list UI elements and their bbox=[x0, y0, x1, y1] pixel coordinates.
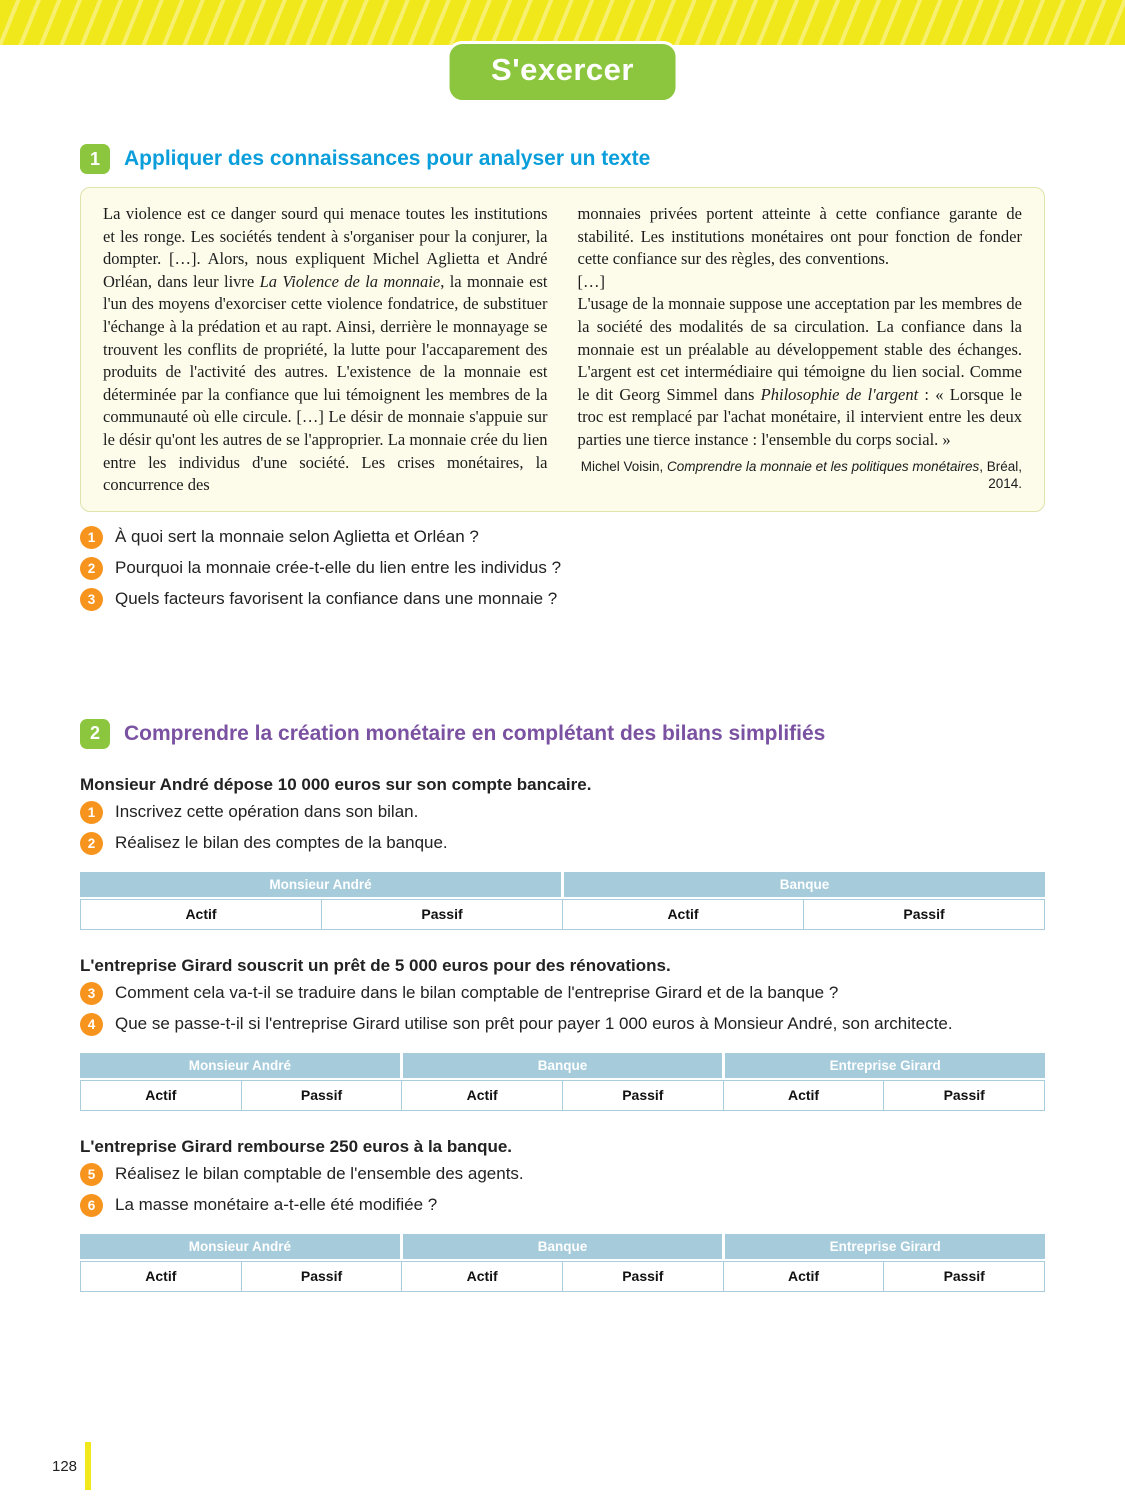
source-attribution: Michel Voisin, Comprendre la monnaie et les politiques monétaires, Bréal, 2014. bbox=[580, 458, 1022, 492]
page-footer bbox=[52, 1442, 91, 1490]
passage-column-right bbox=[578, 203, 1023, 497]
question-row bbox=[80, 832, 1045, 855]
question-row bbox=[80, 1163, 1045, 1186]
scenario-statement: Monsieur André dépose 10 000 euros sur son compte bancaire. bbox=[80, 774, 592, 794]
table-subheader-cell: Actif bbox=[724, 1262, 885, 1291]
question-number-badge: 1 bbox=[80, 801, 103, 824]
table-header-cell: Monsieur André bbox=[80, 872, 561, 897]
section-title-badge: S'exercer bbox=[446, 41, 679, 103]
exercise-2-title: Comprendre la création monétaire en complétant des bilans simplifiés bbox=[124, 721, 826, 745]
question-text: La masse monétaire a-t-elle été modifiée ? bbox=[115, 1195, 438, 1215]
exercise-1-questions bbox=[80, 526, 1045, 611]
table-subheader-cell: Passif bbox=[563, 1081, 724, 1110]
striped-yellow-band bbox=[0, 0, 1125, 45]
block-questions bbox=[80, 801, 1045, 855]
question-number-badge: 5 bbox=[80, 1163, 103, 1186]
scenario-statement: L'entreprise Girard souscrit un prêt de 5 000 euros pour des rénovations. bbox=[80, 955, 671, 975]
table-subheader-row bbox=[80, 1261, 1045, 1292]
question-row bbox=[80, 801, 1045, 824]
passage-paragraph: La violence est ce danger sourd qui menace toutes les institutions et les ronge. Les sociétés tendent à s'organiser pour la conjurer, la dompter. […]. Alors, nous expliquent Michel Aglietta et André Orléan, dans leur livre La Violence de la monnaie, la monnaie est l'un des moyens d'exorciser cette violence fondatrice, de substituer l'échange à la prédation et au rapt. Ainsi, derrière le monnayage se trouvent les conflits de propriété, la lutte pour l'accaparement des produits de l'activité des autres. L'existence de la monnaie est déterminée par la confiance que lui témoignent les membres de la communauté où elle circule. […] Le désir de monnaie s'appuie sur le désir qu'ont les autres de se l'approprier. La monnaie crée du lien entre les individus d'une société. Les crises monétaires, la concurrence des bbox=[103, 204, 548, 495]
table-subheader-row bbox=[80, 1080, 1045, 1111]
balance-table-1 bbox=[80, 872, 1045, 930]
question-number-badge: 3 bbox=[80, 588, 103, 611]
question-number-badge: 2 bbox=[80, 557, 103, 580]
question-text: Réalisez le bilan des comptes de la banque. bbox=[115, 833, 448, 853]
table-subheader-cell: Passif bbox=[322, 900, 563, 929]
question-text: Réalisez le bilan comptable de l'ensemble des agents. bbox=[115, 1164, 524, 1184]
passage-ellipsis: […] bbox=[577, 271, 605, 291]
exercise-2 bbox=[80, 719, 1045, 1292]
scenario-statement: L'entreprise Girard rembourse 250 euros à la banque. bbox=[80, 1136, 513, 1156]
exercise-1-header bbox=[80, 144, 1045, 174]
question-row bbox=[80, 588, 1045, 611]
question-text: Quels facteurs favorisent la confiance dans une monnaie ? bbox=[115, 589, 558, 609]
table-subheader-cell: Passif bbox=[903, 905, 945, 922]
table-header-cell: Monsieur André bbox=[80, 1234, 400, 1259]
question-number-badge: 6 bbox=[80, 1194, 103, 1217]
question-text: Comment cela va-t-il se traduire dans le bilan comptable de l'entreprise Girard et de la banque ? bbox=[115, 983, 839, 1003]
table-subheader-cell: Actif bbox=[402, 1262, 563, 1291]
question-text: Inscrivez cette opération dans son bilan. bbox=[115, 802, 419, 822]
question-number-badge: 3 bbox=[80, 982, 103, 1005]
table-subheader-cell: Passif bbox=[943, 1267, 985, 1284]
table-header-cell: Banque bbox=[403, 1234, 723, 1259]
table-subheader-cell: Actif bbox=[81, 900, 322, 929]
table-subheader-cell: Passif bbox=[242, 1081, 403, 1110]
exercise-2-block-1 bbox=[80, 775, 1045, 930]
balance-table-3 bbox=[80, 1234, 1045, 1292]
exercise-1-title: Appliquer des connaissances pour analyser un texte bbox=[124, 147, 651, 170]
table-header-cell: Monsieur André bbox=[80, 1053, 400, 1078]
exercise-1 bbox=[80, 144, 1045, 611]
passage-column-left bbox=[103, 203, 548, 497]
exercise-2-number-badge: 2 bbox=[80, 719, 110, 749]
question-number-badge: 2 bbox=[80, 832, 103, 855]
passage-paragraph: monnaies privées portent atteinte à cette confiance garante de stabilité. Les institutions monétaires ont pour fonction de fonder cette confiance sur des règles, des conventions. bbox=[577, 204, 1022, 269]
table-subheader-cell: Actif bbox=[563, 900, 804, 929]
banner-zone bbox=[0, 0, 1125, 102]
table-header-cell: Banque bbox=[403, 1053, 723, 1078]
question-row bbox=[80, 526, 1045, 549]
question-row bbox=[80, 982, 1045, 1005]
question-text: À quoi sert la monnaie selon Aglietta et Orléan ? bbox=[115, 527, 479, 547]
block-questions bbox=[80, 982, 1045, 1036]
table-subheader-row bbox=[80, 899, 1045, 930]
page-number: 128 bbox=[52, 1457, 78, 1475]
exercise-2-header bbox=[80, 719, 1045, 749]
question-number-badge: 1 bbox=[80, 526, 103, 549]
page-content bbox=[0, 144, 1125, 1292]
question-text: Pourquoi la monnaie crée-t-elle du lien entre les individus ? bbox=[115, 558, 562, 578]
footer-yellow-bar bbox=[85, 1442, 91, 1490]
question-row bbox=[80, 1194, 1045, 1217]
table-header-row bbox=[80, 1234, 1045, 1259]
question-text: Que se passe-t-il si l'entreprise Girard utilise son prêt pour payer 1 000 euros à Monsieur André, son architecte. bbox=[115, 1014, 953, 1034]
table-header-row bbox=[80, 872, 1045, 897]
table-header-cell: Entreprise Girard bbox=[725, 1053, 1045, 1078]
exercise-1-number-badge: 1 bbox=[80, 144, 110, 174]
text-passage-box bbox=[80, 187, 1045, 512]
table-subheader-cell: Passif bbox=[943, 1086, 985, 1103]
passage-paragraph: L'usage de la monnaie suppose une acceptation par les membres de la société des modalités de sa circulation. La confiance dans la monnaie est un préalable au développement stable des échanges. L'argent est cet intermédiaire qui témoigne du lien social. Comme le dit Georg Simmel dans Philosophie de l'argent : « Lorsque le troc est remplacé par l'achat monétaire, il intervient entre les deux parties une tierce instance : l'ensemble du corps social. » bbox=[577, 294, 1023, 449]
table-header-row bbox=[80, 1053, 1045, 1078]
balance-table-2 bbox=[80, 1053, 1045, 1111]
question-number-badge: 4 bbox=[80, 1013, 103, 1036]
exercise-2-block-3 bbox=[80, 1137, 1045, 1292]
table-subheader-cell: Actif bbox=[81, 1262, 242, 1291]
table-header-cell: Entreprise Girard bbox=[725, 1234, 1045, 1259]
block-questions bbox=[80, 1163, 1045, 1217]
table-subheader-cell: Actif bbox=[402, 1081, 563, 1110]
exercise-2-block-2 bbox=[80, 956, 1045, 1111]
question-row bbox=[80, 1013, 1045, 1036]
table-subheader-cell: Passif bbox=[563, 1262, 724, 1291]
table-subheader-cell: Actif bbox=[724, 1081, 885, 1110]
table-subheader-cell: Actif bbox=[81, 1081, 242, 1110]
question-row bbox=[80, 557, 1045, 580]
table-header-cell: Banque bbox=[564, 872, 1045, 897]
table-subheader-cell: Passif bbox=[242, 1262, 403, 1291]
